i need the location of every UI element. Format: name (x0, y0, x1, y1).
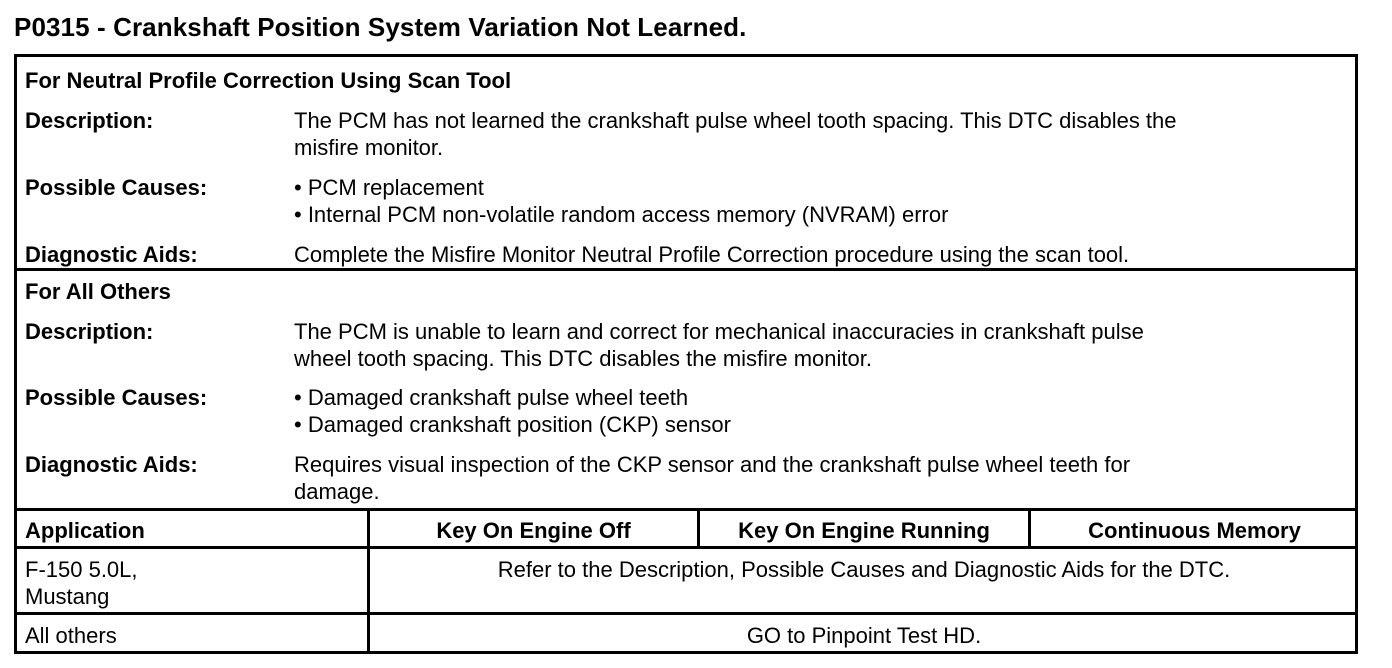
table-row-application: Mustang (25, 584, 110, 609)
section2-heading: For All Others (25, 279, 171, 304)
section2-description-label: Description: (25, 319, 154, 344)
section1-description-line1: The PCM has not learned the crankshaft pulse wheel tooth spacing. This DTC disables the (294, 108, 1177, 133)
table-row-divider (17, 612, 1355, 615)
column-header-application: Application (25, 518, 145, 543)
section2-cause-item: • Damaged crankshaft pulse wheel teeth (294, 385, 689, 410)
section2-aids-line1: Requires visual inspection of the CKP sensor and the crankshaft pulse wheel teeth for (294, 452, 1131, 477)
section2-description-line1: The PCM is unable to learn and correct for mechanical inaccuracies in crankshaft pulse (294, 319, 1144, 344)
table-row-action: GO to Pinpoint Test HD. (746, 623, 982, 648)
section1-aids-label: Diagnostic Aids: (25, 242, 198, 267)
table-row-action: Refer to the Description, Possible Causes and Diagnostic Aids for the DTC. (497, 557, 1231, 582)
table-header-divider (17, 546, 1355, 549)
section1-description-label: Description: (25, 108, 154, 133)
column-divider (697, 508, 700, 549)
column-header-koeo: Key On Engine Off (436, 518, 631, 543)
section1-cause-item: • Internal PCM non-volatile random access memory (NVRAM) error (294, 202, 949, 227)
section1-aids-text: Complete the Misfire Monitor Neutral Profile Correction procedure using the scan tool. (294, 242, 1130, 267)
section1-heading: For Neutral Profile Correction Using Scan Tool (25, 68, 512, 93)
section2-description-line2: wheel tooth spacing. This DTC disables the misfire monitor. (294, 346, 872, 371)
column-divider (1028, 508, 1031, 549)
section2-causes-label: Possible Causes: (25, 385, 208, 410)
section-divider (17, 508, 1355, 511)
section1-cause-item: • PCM replacement (294, 175, 484, 200)
page-title: P0315 - Crankshaft Position System Variation Not Learned. (14, 12, 747, 42)
section2-aids-label: Diagnostic Aids: (25, 452, 198, 477)
column-header-koer: Key On Engine Running (738, 518, 990, 543)
section-divider (17, 268, 1355, 271)
table-row-application: F-150 5.0L, (25, 557, 138, 582)
dtc-table (14, 54, 1358, 654)
column-divider (367, 508, 370, 654)
section2-aids-line2: damage. (294, 479, 380, 504)
column-header-continuous-memory: Continuous Memory (1088, 518, 1301, 543)
table-row-application: All others (25, 623, 117, 648)
section1-description-line2: misfire monitor. (294, 135, 444, 160)
section2-cause-item: • Damaged crankshaft position (CKP) sensor (294, 412, 731, 437)
section1-causes-label: Possible Causes: (25, 175, 208, 200)
